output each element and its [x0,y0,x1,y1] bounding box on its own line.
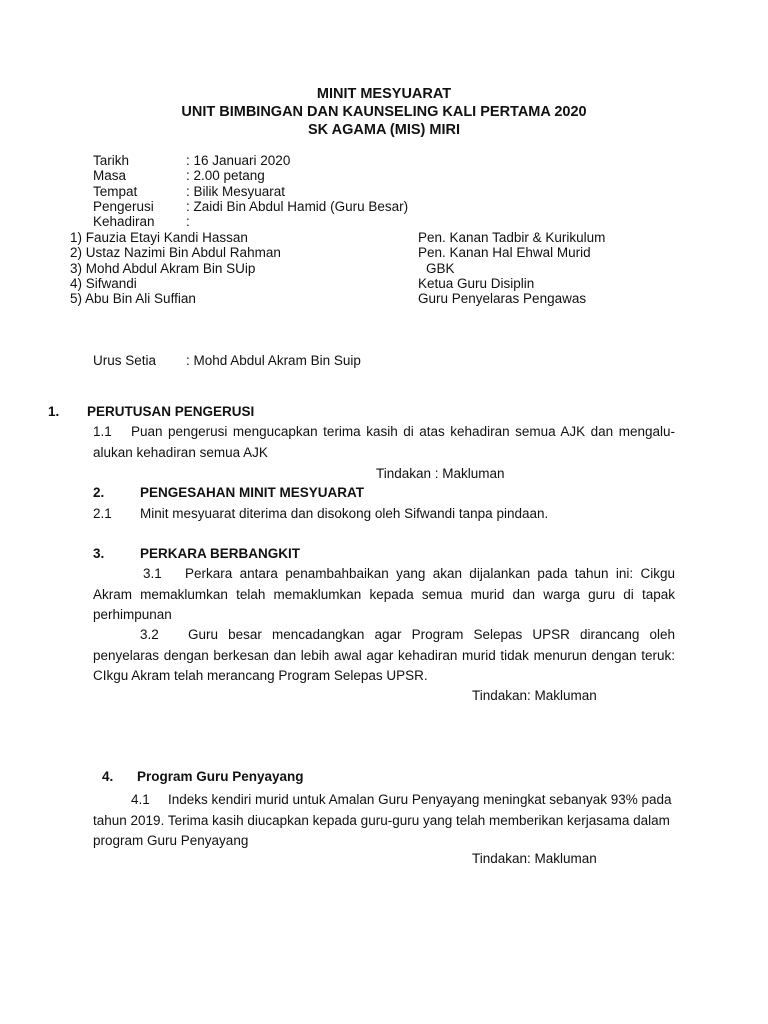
attendee-role: GBK [426,261,455,276]
section-3-item-1-text: Perkara antara penambahbaikan yang akan dijalankan pada tahun ini: Cikgu Akram memaklumkan telah memaklumkan kepada semua murid dan warga guru di tapak perhimpunan [93,566,675,622]
attendee-name: 1) Fauzia Etayi Kandi Hassan [70,230,248,245]
attendee-name: 4) Sifwandi [70,276,137,291]
attendee-role: Ketua Guru Disiplin [418,276,535,291]
masa-label: Masa [93,168,127,183]
doc-subtitle-unit: UNIT BIMBINGAN DAN KAUNSELING KALI PERTAMA 2020 [181,104,587,120]
tarikh-value: : 16 Januari 2020 [186,153,291,168]
section-2-title: PENGESAHAN MINIT MESYUARAT [140,485,365,500]
masa-value: : 2.00 petang [186,168,265,183]
section-3-item-2-number: 3.2 [140,627,159,642]
secretary-label: Urus Setia [93,353,157,368]
doc-subtitle-school: SK AGAMA (MIS) MIRI [308,122,460,138]
pengerusi-value: : Zaidi Bin Abdul Hamid (Guru Besar) [186,199,409,214]
attendee-role: Pen. Kanan Tadbir & Kurikulum [418,230,606,245]
tarikh-label: Tarikh [93,153,130,168]
section-4-action: Tindakan: Makluman [472,851,597,866]
pengerusi-label: Pengerusi [93,199,154,214]
attendee-role: Pen. Kanan Hal Ehwal Murid [418,245,591,260]
section-1-title: PERUTUSAN PENGERUSI [87,404,255,419]
attendee-name: 2) Ustaz Nazimi Bin Abdul Rahman [70,245,281,260]
section-2-item-text: Minit mesyuarat diterima dan disokong oleh Sifwandi tanpa pindaan. [140,506,549,521]
section-4-item-text: Indeks kendiri murid untuk Amalan Guru Penyayang meningkat sebanyak 93% pada tahun 2019. Terima kasih diucapkan kepada guru-guru yang telah memberikan kerjasama dalam program Guru Penyayang [93,792,672,848]
tempat-label: Tempat [93,184,138,199]
section-1-number: 1. [48,404,60,419]
section-3-item-1-number: 3.1 [143,566,162,581]
tempat-value: : Bilik Mesyuarat [186,184,286,199]
section-3-item-2-text: Guru besar mencadangkan agar Program Selepas UPSR dirancang oleh penyelaras dengan berkesan dan lebih awal agar kehadiran murid tidak menurun dengan teruk: CIkgu Akram telah merancang Program Selepas UPSR. [93,627,675,683]
section-1-item [93,422,675,463]
section-2-item-number: 2.1 [93,506,112,521]
section-4-number: 4. [102,769,114,784]
kehadiran-label: Kehadiran [93,214,155,229]
section-3-title: PERKARA BERBANGKIT [140,546,301,561]
section-3-item-2 [93,625,675,687]
attendee-role: Guru Penyelaras Pengawas [418,291,587,306]
section-3-number: 3. [93,546,105,561]
section-1-item-text: Puan pengerusi mengucapkan terima kasih di atas kehadiran semua AJK dan mengalu-alukan kehadiran semua AJK [93,424,675,460]
section-4-item-number: 4.1 [131,792,150,807]
section-1-item-number: 1.1 [93,424,112,439]
section-3-action: Tindakan: Makluman [472,688,597,703]
section-2-number: 2. [93,485,105,500]
doc-title: MINIT MESYUARAT [316,86,452,102]
attendee-name: 5) Abu Bin Ali Suffian [70,291,196,306]
section-1-action: Tindakan : Makluman [376,466,505,481]
attendee-name: 3) Mohd Abdul Akram Bin SUip [70,261,256,276]
section-3-item-1 [93,564,675,626]
section-4-title: Program Guru Penyayang [137,769,304,784]
section-4-item [93,790,675,852]
secretary-value: : Mohd Abdul Akram Bin Suip [186,353,361,368]
kehadiran-value: : [186,214,190,229]
